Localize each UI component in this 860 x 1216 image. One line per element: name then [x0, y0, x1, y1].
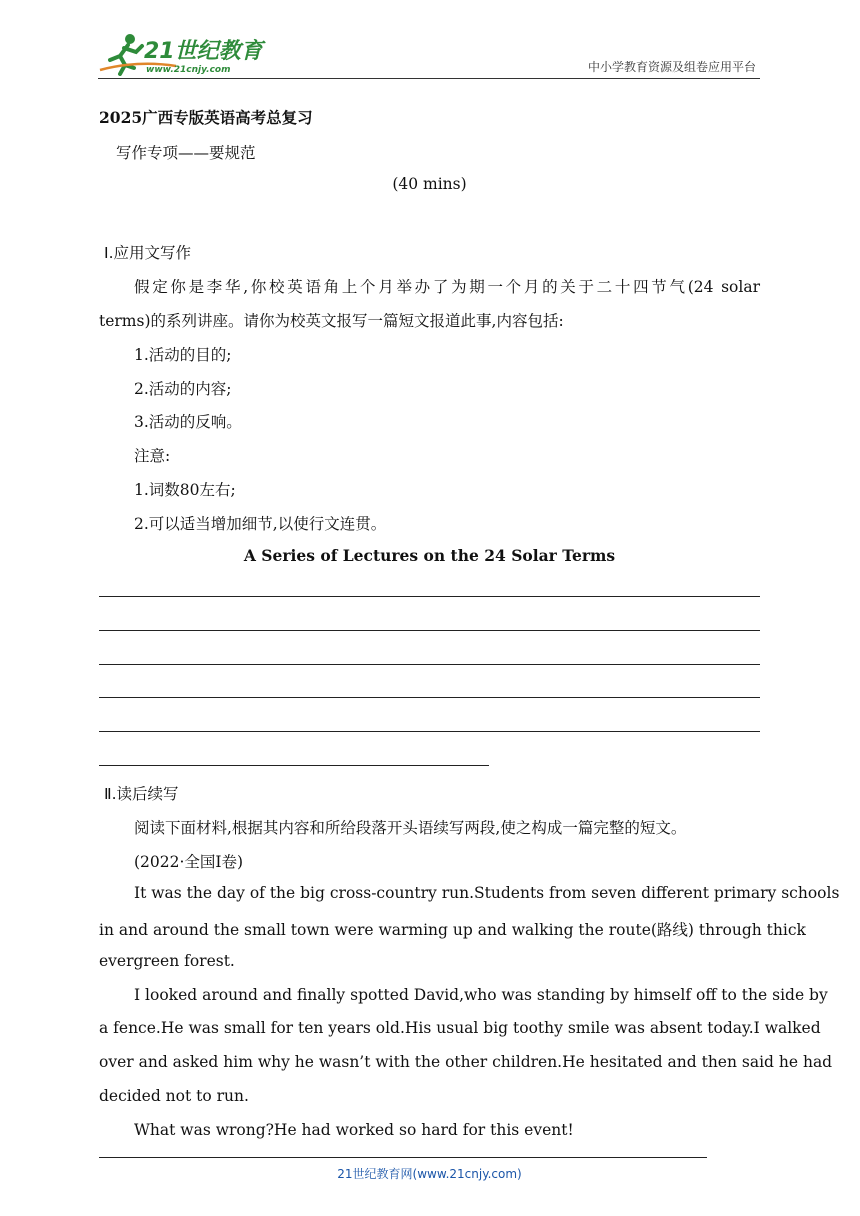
logo-text: 21世纪教育 — [144, 39, 263, 64]
task-item-2: 2.活动的内容; — [134, 380, 232, 398]
logo-url: www.21cnjy.com — [146, 65, 231, 75]
section-2-instruction: 阅读下面材料,根据其内容和所给段落开头语续写两段,使之构成一篇完整的短文。 — [134, 819, 687, 837]
time-limit: (40 mins) — [392, 175, 467, 193]
site-logo — [98, 30, 268, 76]
note-label: 注意: — [134, 447, 171, 465]
answer-line — [99, 731, 760, 732]
passage-line: What was wrong?He had worked so hard for this event! — [134, 1121, 574, 1139]
doc-title: 2025广西专版英语高考总复习 — [99, 108, 313, 127]
task-item-3: 3.活动的反响。 — [134, 413, 242, 431]
task-item-1: 1.活动的目的; — [134, 346, 232, 364]
essay-title: A Series of Lectures on the 24 Solar Terms — [243, 546, 616, 565]
passage-line: I looked around and finally spotted David,who was standing by himself off to the side by — [134, 986, 828, 1004]
passage-line: a fence.He was small for ten years old.His usual big toothy smile was absent today.I walked — [99, 1019, 821, 1037]
section-1-heading: Ⅰ.应用文写作 — [104, 244, 191, 262]
note-1: 1.词数80左右; — [134, 481, 236, 499]
source-label: (2022·全国Ⅰ卷) — [134, 853, 244, 871]
footer-rule — [99, 1157, 707, 1158]
answer-line — [99, 630, 760, 631]
passage-line: decided not to run. — [99, 1087, 249, 1105]
passage-line: in and around the small town were warming up and walking the route(路线) through thick — [99, 921, 806, 939]
page-header — [98, 30, 760, 79]
answer-line — [99, 664, 760, 665]
footer-link[interactable]: 21世纪教育网(www.21cnjy.com) — [337, 1167, 522, 1181]
doc-subtitle: 写作专项——要规范 — [116, 144, 256, 162]
answer-line — [99, 596, 760, 597]
passage-line: evergreen forest. — [99, 952, 235, 970]
note-2: 2.可以适当增加细节,以使行文连贯。 — [134, 515, 387, 533]
section-2-heading: Ⅱ.读后续写 — [104, 785, 179, 803]
header-slogan: 中小学教育资源及组卷应用平台 — [587, 60, 756, 74]
answer-line — [99, 697, 760, 698]
prompt-line-2: terms)的系列讲座。请你为校英文报写一篇短文报道此事,内容包括: — [99, 312, 564, 330]
passage-line: It was the day of the big cross-country run.Students from seven different primary schools — [134, 884, 840, 902]
answer-line — [99, 765, 489, 766]
prompt-line-1: 假定你是李华,你校英语角上个月举办了为期一个月的关于二十四节气(24 solar — [134, 278, 760, 296]
passage-line: over and asked him why he wasn’t with the other children.He hesitated and then said he had — [99, 1053, 833, 1071]
